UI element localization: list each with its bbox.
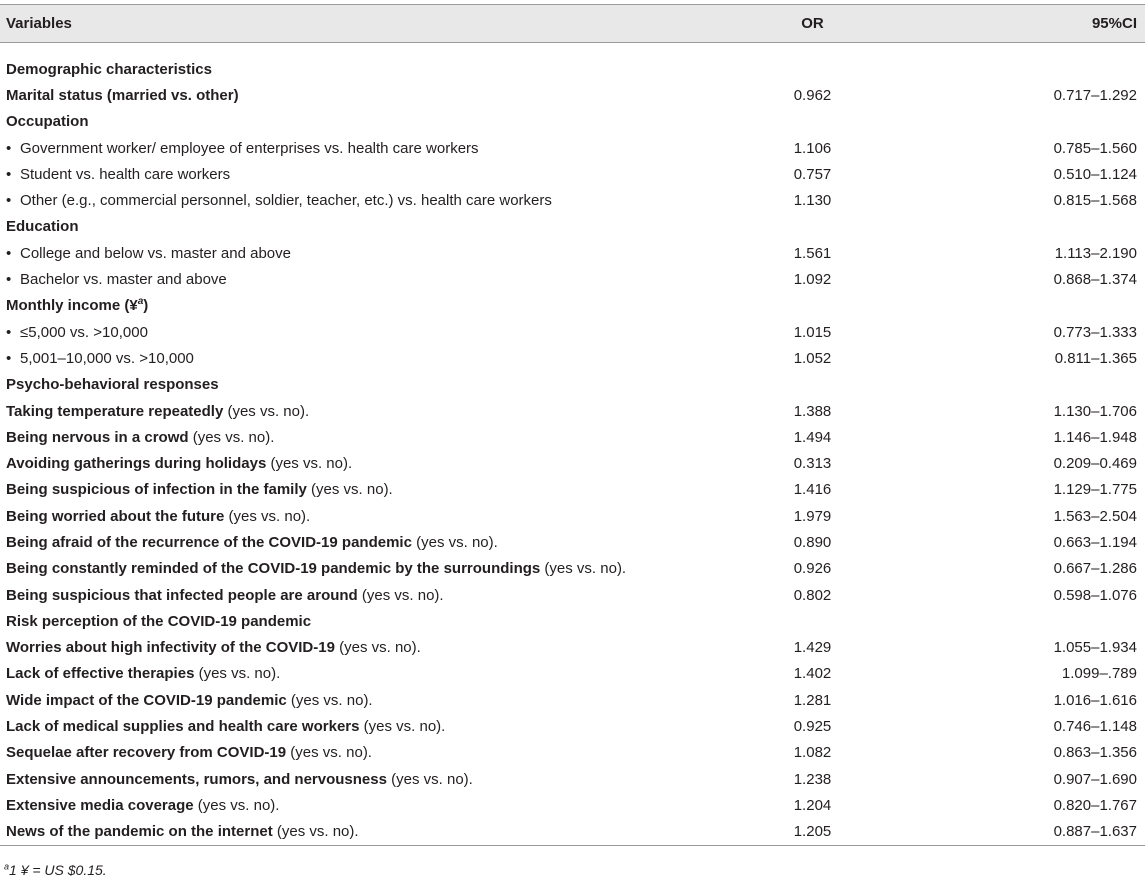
variable-label: Being worried about the future — [6, 507, 225, 525]
variable-label: Being constantly reminded of the COVID-19 pandemic by the surroundings — [6, 560, 541, 578]
ci-cell: 0.785–1.560 — [1053, 139, 1137, 157]
ci-cell: 0.598–1.076 — [1053, 586, 1137, 604]
section-title: Risk perception of the COVID-19 pandemic — [6, 612, 312, 630]
or-cell — [710, 293, 915, 319]
variable-cell — [0, 424, 710, 450]
or-cell: 1.052 — [793, 349, 832, 367]
ci-cell: 1.099–.789 — [1061, 665, 1137, 683]
variable-label: Student vs. health care workers — [20, 165, 231, 183]
variable-cell — [0, 529, 710, 555]
variable-cell — [0, 135, 710, 161]
superscript-marker: a — [137, 296, 144, 308]
footnote-text: 1 ¥ = US $0.15. — [9, 862, 107, 878]
table-row — [0, 766, 1145, 792]
variable-cell — [0, 740, 710, 766]
section-row — [0, 214, 1145, 240]
ci-cell: 1.113–2.190 — [1054, 244, 1137, 262]
variable-cell — [0, 713, 710, 739]
variable-cell — [0, 214, 710, 240]
ci-cell: 1.146–1.948 — [1053, 428, 1137, 446]
variable-qualifier: (yes vs. no). — [223, 402, 310, 420]
ci-cell: 0.510–1.124 — [1053, 165, 1137, 183]
section-row — [0, 293, 1145, 319]
variable-label: Taking temperature repeatedly — [6, 402, 224, 420]
table-row — [0, 819, 1145, 846]
variable-label: Being suspicious of infection in the family — [6, 481, 307, 499]
bullet-icon: • — [6, 271, 12, 289]
variable-qualifier: (yes vs. no). — [266, 455, 353, 473]
variable-qualifier: (yes vs. no). — [306, 481, 393, 499]
table-row — [0, 345, 1145, 371]
bullet-icon: • — [6, 244, 12, 262]
variable-cell — [0, 240, 710, 266]
variable-cell — [0, 266, 710, 292]
ci-cell: 0.863–1.356 — [1053, 744, 1137, 762]
variable-label: Marital status (married vs. other) — [6, 86, 239, 104]
section-row — [0, 372, 1145, 398]
table-row — [0, 503, 1145, 529]
ci-cell: 1.016–1.616 — [1053, 691, 1137, 709]
bullet-icon: • — [6, 192, 12, 210]
ci-cell — [915, 109, 1145, 135]
variable-qualifier: (yes vs. no). — [188, 428, 275, 446]
section-row — [0, 56, 1145, 82]
header-or: OR — [710, 5, 915, 43]
ci-cell: 1.563–2.504 — [1053, 507, 1137, 525]
ci-cell: 0.868–1.374 — [1053, 271, 1137, 289]
section-title: Monthly income (¥ — [6, 297, 138, 315]
footnote-marker: a — [4, 861, 10, 872]
variable-cell — [0, 372, 710, 398]
variable-cell — [0, 819, 710, 846]
table-body — [0, 43, 1145, 846]
variable-label: Being suspicious that infected people are around — [6, 586, 358, 604]
variable-cell — [0, 766, 710, 792]
variable-label: Being nervous in a crowd — [6, 428, 189, 446]
table-row — [0, 582, 1145, 608]
table-row — [0, 792, 1145, 818]
bullet-icon: • — [6, 139, 12, 157]
ci-cell: 0.209–0.469 — [1053, 455, 1137, 473]
variable-qualifier: (yes vs. no). — [286, 691, 373, 709]
variable-cell — [0, 56, 710, 82]
ci-cell: 0.773–1.333 — [1053, 323, 1137, 341]
variable-label: Extensive announcements, rumors, and nervousness — [6, 770, 387, 788]
or-cell: 1.238 — [793, 770, 832, 788]
variable-cell — [0, 450, 710, 476]
or-cell: 0.926 — [793, 560, 832, 578]
ci-cell — [915, 372, 1145, 398]
variable-cell — [0, 293, 710, 319]
section-title-tail: ) — [143, 297, 149, 315]
variable-label: Lack of effective therapies — [6, 665, 195, 683]
bullet-icon: • — [6, 323, 12, 341]
variable-qualifier: (yes vs. no). — [286, 744, 372, 762]
table-row — [0, 398, 1145, 424]
variable-qualifier: (yes vs. no). — [272, 823, 359, 841]
or-cell: 1.388 — [793, 402, 832, 420]
table-row — [0, 556, 1145, 582]
variable-label: Bachelor vs. master and above — [20, 271, 227, 289]
or-cell: 0.802 — [793, 586, 832, 604]
variable-cell — [0, 187, 710, 213]
section-row — [0, 608, 1145, 634]
ci-cell — [915, 214, 1145, 240]
variable-qualifier: (yes vs. no). — [540, 560, 627, 578]
or-cell: 1.561 — [793, 244, 832, 262]
ci-cell: 0.717–1.292 — [1053, 86, 1137, 104]
ci-cell: 0.907–1.690 — [1053, 770, 1137, 788]
variable-cell — [0, 477, 710, 503]
variable-label: College and below vs. master and above — [20, 244, 291, 262]
variable-label: Government worker/ employee of enterprises vs. health care workers — [20, 139, 479, 157]
or-cell — [710, 608, 915, 634]
or-cell — [710, 56, 915, 82]
variable-cell — [0, 556, 710, 582]
or-cell — [710, 372, 915, 398]
bullet-icon: • — [6, 349, 12, 367]
variable-qualifier: (yes vs. no). — [359, 718, 446, 736]
variable-qualifier: (yes vs. no). — [411, 533, 498, 551]
table-row — [0, 319, 1145, 345]
table-row — [0, 450, 1145, 476]
variable-label: Being afraid of the recurrence of the COVID-19 pandemic — [6, 533, 412, 551]
variable-qualifier: (yes vs. no). — [386, 770, 473, 788]
variable-cell — [0, 608, 710, 634]
or-cell: 1.204 — [793, 796, 832, 814]
table-row — [0, 687, 1145, 713]
header-ci: 95%CI — [915, 5, 1145, 43]
variable-cell — [0, 109, 710, 135]
or-cell: 1.979 — [793, 507, 832, 525]
section-title: Psycho-behavioral responses — [6, 376, 219, 394]
variable-cell — [0, 345, 710, 371]
variable-cell — [0, 398, 710, 424]
variable-qualifier: (yes vs. no). — [357, 586, 444, 604]
table-row — [0, 187, 1145, 213]
or-cell: 1.429 — [793, 639, 832, 657]
ci-cell — [915, 608, 1145, 634]
or-cell: 0.757 — [793, 165, 832, 183]
variable-qualifier: (yes vs. no). — [334, 639, 421, 657]
table-row — [0, 266, 1145, 292]
ci-cell: 0.815–1.568 — [1053, 192, 1137, 210]
table-row — [0, 424, 1145, 450]
variable-label: News of the pandemic on the internet — [6, 823, 273, 841]
table-row — [0, 240, 1145, 266]
or-cell: 0.890 — [793, 533, 832, 551]
variable-cell — [0, 687, 710, 713]
bullet-icon: • — [6, 165, 12, 183]
ci-cell: 0.663–1.194 — [1053, 533, 1137, 551]
or-cell: 1.494 — [793, 428, 832, 446]
variable-label: 5,001–10,000 vs. >10,000 — [20, 349, 194, 367]
ci-cell: 1.130–1.706 — [1053, 402, 1137, 420]
variable-cell — [0, 792, 710, 818]
or-cell: 0.313 — [793, 455, 832, 473]
variable-cell — [0, 582, 710, 608]
or-cell: 1.416 — [793, 481, 832, 499]
variable-label: ≤5,000 vs. >10,000 — [20, 323, 148, 341]
ci-cell — [915, 56, 1145, 82]
table-row — [0, 161, 1145, 187]
or-cell: 0.925 — [793, 718, 832, 736]
section-title: Education — [6, 218, 79, 236]
table-row — [0, 82, 1145, 108]
variable-label: Worries about high infectivity of the COVID-19 — [6, 639, 335, 657]
or-cell: 1.092 — [793, 271, 832, 289]
results-table — [0, 4, 1145, 846]
ci-cell: 0.746–1.148 — [1053, 718, 1137, 736]
ci-cell: 0.811–1.365 — [1054, 349, 1137, 367]
variable-cell — [0, 319, 710, 345]
ci-cell: 0.667–1.286 — [1053, 560, 1137, 578]
variable-qualifier: (yes vs. no). — [224, 507, 311, 525]
or-cell: 1.130 — [793, 192, 832, 210]
or-cell: 1.082 — [793, 744, 832, 762]
section-row — [0, 109, 1145, 135]
footnote — [4, 862, 107, 878]
ci-cell: 1.055–1.934 — [1053, 639, 1137, 657]
table-row — [0, 740, 1145, 766]
or-cell: 1.281 — [793, 691, 832, 709]
variable-label: Wide impact of the COVID-19 pandemic — [6, 691, 287, 709]
ci-cell: 1.129–1.775 — [1053, 481, 1137, 499]
variable-label: Lack of medical supplies and health care workers — [6, 718, 360, 736]
variable-label: Other (e.g., commercial personnel, soldier, teacher, etc.) vs. health care workers — [20, 192, 552, 210]
table-row — [0, 661, 1145, 687]
variable-cell — [0, 635, 710, 661]
ci-cell: 0.820–1.767 — [1053, 796, 1137, 814]
ci-cell: 0.887–1.637 — [915, 819, 1145, 846]
table-row — [0, 477, 1145, 503]
ci-cell — [915, 293, 1145, 319]
variable-cell — [0, 661, 710, 687]
header-row — [0, 5, 1145, 43]
variable-qualifier: (yes vs. no). — [194, 665, 281, 683]
section-title: Occupation — [6, 113, 89, 131]
variable-label: Extensive media coverage — [6, 796, 194, 814]
variable-label: Avoiding gatherings during holidays — [6, 455, 267, 473]
or-cell — [710, 109, 915, 135]
or-cell: 1.015 — [793, 323, 832, 341]
variable-cell — [0, 82, 710, 108]
table-row — [0, 713, 1145, 739]
table-row — [0, 635, 1145, 661]
section-title: Demographic characteristics — [6, 60, 212, 78]
or-cell: 1.402 — [793, 665, 832, 683]
spacer-row — [0, 43, 1145, 57]
variable-qualifier: (yes vs. no). — [193, 796, 280, 814]
table-row — [0, 135, 1145, 161]
variable-label: Sequelae after recovery from COVID-19 — [6, 744, 287, 762]
or-cell: 0.962 — [793, 86, 832, 104]
header-variables: Variables — [0, 5, 710, 43]
variable-cell — [0, 503, 710, 529]
or-cell: 1.106 — [793, 139, 832, 157]
table-row — [0, 529, 1145, 555]
variable-cell — [0, 161, 710, 187]
or-cell: 1.205 — [710, 819, 915, 846]
or-cell — [710, 214, 915, 240]
